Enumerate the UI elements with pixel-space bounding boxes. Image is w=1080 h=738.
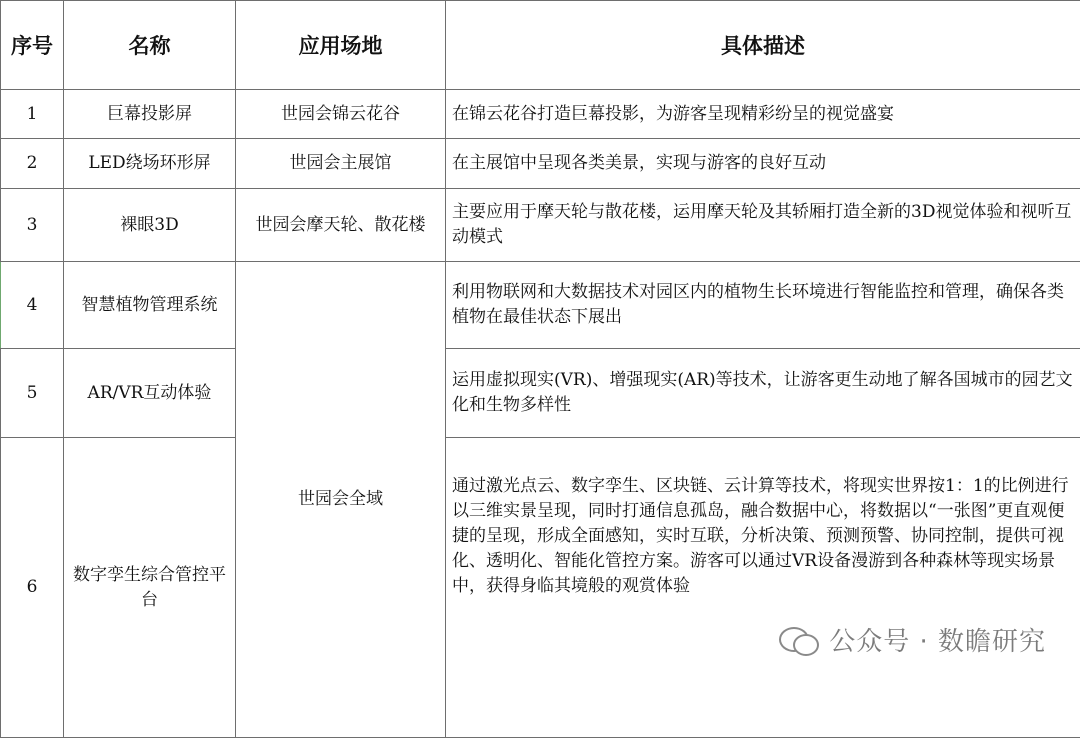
table-row xyxy=(1,189,1080,262)
row-venue: 世园会锦云花谷 xyxy=(236,90,446,139)
row-venue: 世园会主展馆 xyxy=(236,139,446,189)
table-row xyxy=(1,438,1080,738)
table-row xyxy=(1,139,1080,189)
table-row xyxy=(1,262,1080,349)
row-name: 数字孪生综合管控平台 xyxy=(64,438,236,738)
watermark-text: 公众号 · 数瞻研究 xyxy=(829,621,1046,658)
row-venue-merged: 世园会全域 xyxy=(236,262,446,738)
row-desc: 通过激光点云、数字孪生、区块链、云计算等技术，将现实世界按1：1的比例进行以三维实景呈现，同时打通信息孤岛，融合数据中心，将数据以“一张图”更直观便捷的呈现，形成全面感知，实时互联，分析决策、预测预警、协同控制，提供可视化、透明化、智能化管控方案。游客可以通过VR设备漫游到各种森林等现实场景中，获得身临其境般的观赏体验 xyxy=(446,438,1080,738)
row-name: LED绕场环形屏 xyxy=(64,139,236,189)
row-num: 6 xyxy=(1,438,64,738)
row-name: 智慧植物管理系统 xyxy=(64,262,236,349)
table-row xyxy=(1,90,1080,139)
row-num: 5 xyxy=(1,349,64,438)
header-name: 名称 xyxy=(64,1,236,90)
watermark xyxy=(779,621,1046,658)
row-desc: 主要应用于摩天轮与散花楼，运用摩天轮及其轿厢打造全新的3D视觉体验和视听互动模式 xyxy=(446,189,1080,262)
row-desc: 在锦云花谷打造巨幕投影，为游客呈现精彩纷呈的视觉盛宴 xyxy=(446,90,1080,139)
row-name: AR/VR互动体验 xyxy=(64,349,236,438)
table-row xyxy=(1,349,1080,438)
row-num: 3 xyxy=(1,189,64,262)
row-desc: 利用物联网和大数据技术对园区内的植物生长环境进行智能监控和管理，确保各类植物在最佳状态下展出 xyxy=(446,262,1080,349)
row-desc: 运用虚拟现实(VR)、增强现实(AR)等技术，让游客更生动地了解各国城市的园艺文化和生物多样性 xyxy=(446,349,1080,438)
row-name: 巨幕投影屏 xyxy=(64,90,236,139)
header-num: 序号 xyxy=(1,1,64,90)
row-desc: 在主展馆中呈现各类美景，实现与游客的良好互动 xyxy=(446,139,1080,189)
header-venue: 应用场地 xyxy=(236,1,446,90)
row-venue: 世园会摩天轮、散花楼 xyxy=(236,189,446,262)
row-num: 4 xyxy=(1,262,64,349)
row-name: 裸眼3D xyxy=(64,189,236,262)
row-num: 2 xyxy=(1,139,64,189)
wechat-icon xyxy=(779,625,819,655)
row-num: 1 xyxy=(1,90,64,139)
table-header-row xyxy=(1,1,1080,90)
header-desc: 具体描述 xyxy=(446,1,1080,90)
